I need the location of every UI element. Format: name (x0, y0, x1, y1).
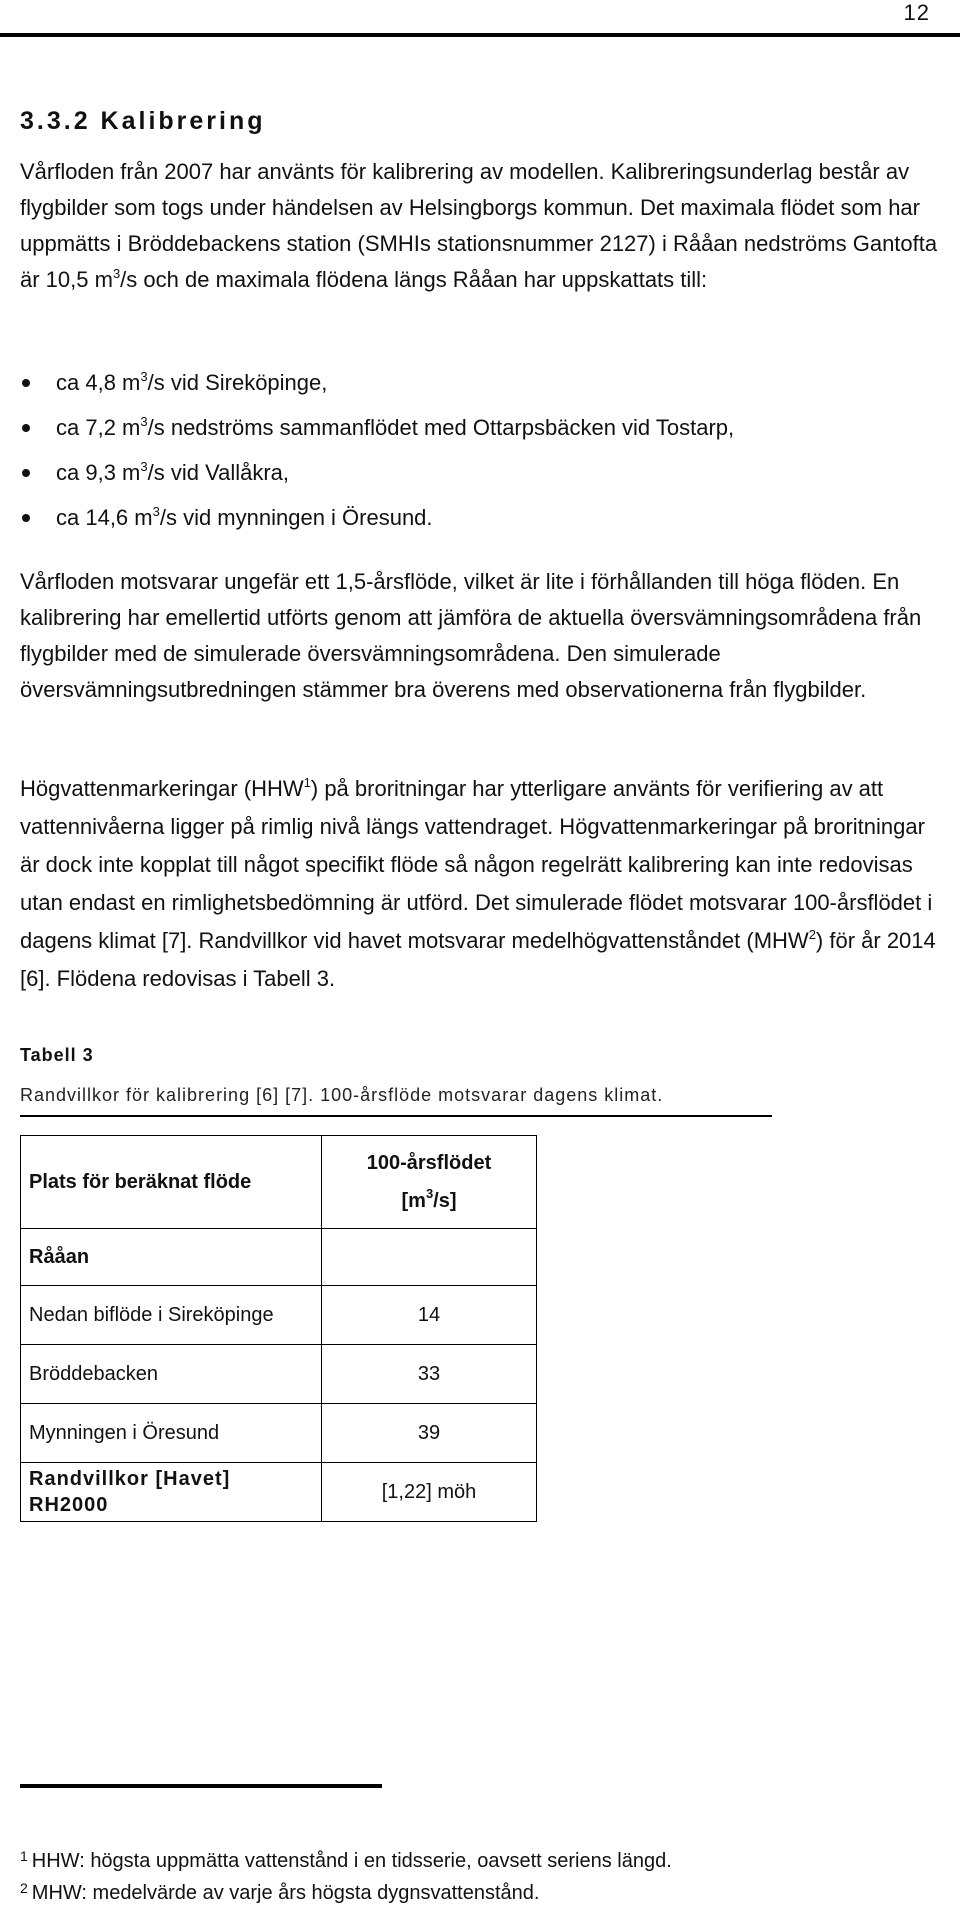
paragraph-text: ) på broritningar har ytterligare använts för verifiering av att vattennivåerna ligger på rimlig nivå längs vattendraget. Högvattenmarkeringar på broritningar är dock inte kopplat till något specifikt flöde så någon regelrätt kalibrering kan inte redovisas utan endast en rimlighetsbedömning är utförd. Det simulerade flödet motsvarar 100-årsflödet i dagens klimat [7]. Randvillkor vid havet motsvarar medelhögvattenståndet (MHW (20, 776, 933, 953)
footnote-ref-2: 2 (808, 927, 816, 942)
header-unit-superscript: 3 (425, 1186, 434, 1201)
flow-bullet-list (20, 360, 940, 540)
place-cell: Nedan biflöde i Sireköpinge (21, 1286, 322, 1345)
bullet-text: ca 14,6 m (56, 505, 153, 530)
bullet-text: /s nedströms sammanflödet med Ottarpsbäcken vid Tostarp, (147, 415, 735, 440)
bullet-superscript: 3 (152, 504, 160, 519)
bullet-icon (22, 424, 30, 432)
calibration-table (20, 1135, 537, 1522)
footnotes (20, 1845, 672, 1909)
bullet-text: ca 7,2 m (56, 415, 141, 440)
table-row (21, 1345, 537, 1404)
boundary-datum: RH2000 (29, 1494, 109, 1516)
value-cell: 39 (322, 1404, 537, 1463)
paragraph-text: ) för år 2014 [6]. Flödena redovisas i Tabell 3. (20, 928, 936, 991)
verification-paragraph (20, 770, 940, 998)
table-row-boundary (21, 1463, 537, 1522)
bullet-icon (22, 514, 30, 522)
bullet-item (20, 450, 940, 495)
bullet-item (20, 360, 940, 405)
bullet-icon (22, 379, 30, 387)
paragraph-text: Högvattenmarkeringar (HHW (20, 776, 304, 801)
intro-text-1: Vårfloden från 2007 har använts för kalibrering av modellen. Kalibreringsunderlag består av flygbilder som togs under händelsen av Helsingborgs kommun. Det maximala flödet som har uppmätts i Bröddebackens station (SMHIs stationsnummer 2127) i Rååan nedströms Gantofta är 10,5 m (20, 159, 938, 292)
group-label: Rååan (21, 1229, 322, 1286)
bullet-superscript: 3 (140, 369, 148, 384)
boundary-label: Randvillkor [Havet] (29, 1468, 231, 1490)
value-cell: 33 (322, 1345, 537, 1404)
bullet-item (20, 495, 940, 540)
table-label: Tabell 3 (20, 1045, 94, 1065)
footnote-1 (20, 1845, 672, 1877)
footnote-ref-1: 1 (303, 775, 311, 790)
table-row (21, 1404, 537, 1463)
page-number: 12 (903, 0, 930, 25)
table-header-row (21, 1136, 537, 1229)
table-caption: Randvillkor för kalibrering [6] [7]. 100-årsflöde motsvarar dagens klimat. (20, 1085, 664, 1105)
boundary-value-cell: [1,22] möh (322, 1463, 537, 1522)
footnote-rule (20, 1784, 382, 1788)
bullet-text: ca 4,8 m (56, 370, 141, 395)
table-row (21, 1286, 537, 1345)
table-group-row (21, 1229, 537, 1286)
caption-rule (20, 1115, 772, 1117)
footnote-number: 2 (20, 1880, 28, 1896)
calibration-paragraph: Vårfloden motsvarar ungefär ett 1,5-årsflöde, vilket är lite i förhållanden till höga flöden. En kalibrering har emellertid utförts genom att jämföra de aktuella översvämningsområdena från flygbilder med de simulerade översvämningsområdena. Den simulerade översvämningsutbredningen stämmer bra överens med observationerna från flygbilder. (20, 569, 922, 702)
header-flow-title: 100-årsflödet (366, 1152, 492, 1174)
header-rule (0, 33, 960, 37)
intro-text-2: /s och de maximala flödena längs Rååan har uppskattats till: (120, 267, 708, 292)
footnote-number: 1 (20, 1848, 28, 1864)
bullet-superscript: 3 (140, 414, 148, 429)
bullet-icon (22, 469, 30, 477)
section-heading: 3.3.2 Kalibrering (20, 107, 266, 135)
header-unit: /s] (433, 1190, 457, 1212)
bullet-text: /s vid mynningen i Öresund. (159, 505, 433, 530)
footnote-text: HHW: högsta uppmätta vattenstånd i en tidsserie, oavsett seriens längd. (31, 1850, 672, 1872)
group-empty-cell (322, 1229, 537, 1286)
intro-superscript: 3 (112, 266, 121, 281)
header-unit: [m (401, 1190, 426, 1212)
bullet-text: ca 9,3 m (56, 460, 141, 485)
footnote-2 (20, 1877, 672, 1909)
boundary-place-cell (21, 1463, 322, 1522)
footnote-text: MHW: medelvärde av varje års högsta dygnsvattenstånd. (31, 1882, 540, 1904)
bullet-superscript: 3 (140, 459, 148, 474)
place-cell: Mynningen i Öresund (21, 1404, 322, 1463)
bullet-text: /s vid Sireköpinge, (147, 370, 328, 395)
header-flow (322, 1136, 537, 1229)
value-cell: 14 (322, 1286, 537, 1345)
bullet-text: /s vid Vallåkra, (147, 460, 290, 485)
place-cell: Bröddebacken (21, 1345, 322, 1404)
bullet-item (20, 405, 940, 450)
intro-paragraph (20, 154, 940, 298)
header-place: Plats för beräknat flöde (21, 1136, 322, 1229)
